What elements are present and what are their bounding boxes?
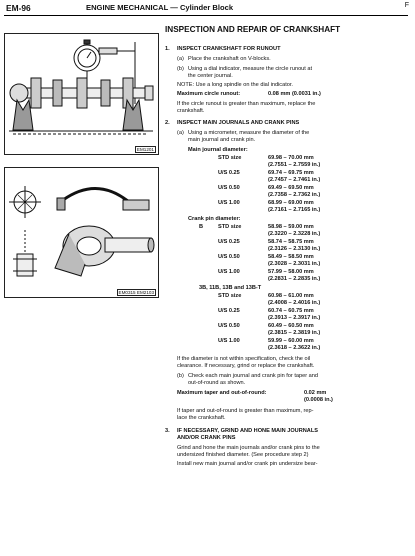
item-tag: (b) [177,373,184,379]
spec-row-label: U/S 1.00 [218,269,240,275]
spec-row-label: U/S 0.25 [218,239,240,245]
corner-mark: F [404,2,409,9]
step-number: 2. [165,120,170,126]
spec-value: 0.02 mm [304,390,327,396]
step-heading: IF NECESSARY, GRIND AND HONE MAIN JOURNALS [177,428,318,434]
spec-row-label: U/S 0.25 [218,170,240,176]
engine-model-label: B [199,224,204,230]
step-text: Check each main journal and crank pin for taper and [188,373,318,379]
spec-row-mm: 69.98 – 70.00 mm [268,155,314,161]
spec-value: 0.08 mm (0.0031 in.) [268,91,321,97]
spec-value: (0.0008 in.) [304,397,333,403]
step-text: Using a micrometer, measure the diameter of the [188,130,310,136]
spec-row-label: U/S 1.00 [218,200,240,206]
spec-row-in: (2.7358 – 2.7362 in.) [268,192,321,198]
step-text: the center journal. [188,73,233,79]
crankshaft-runout-illustration [5,34,158,154]
step-number: 3. [165,428,170,434]
step-number: 1. [165,46,170,52]
item-tag: (b) [177,66,184,72]
spec-row-label: U/S 0.25 [218,308,240,314]
spec-row-in: (2.3913 – 2.3917 in.) [268,315,321,321]
spec-row-label: U/S 0.50 [218,323,240,329]
spec-row-mm: 60.49 – 60.50 mm [268,323,314,329]
spec-row-label: U/S 0.50 [218,185,240,191]
spec-row-mm: 58.49 – 58.50 mm [268,254,314,260]
engine-model-label: 3B, 11B, 13B and 13B-T [199,285,262,291]
step-text: If the circle runout is greater than maximum, replace the [177,101,316,107]
spec-row-label: STD size [218,293,242,299]
spec-row-mm: 59.99 – 60.00 mm [268,338,314,344]
spec-row-label: U/S 0.50 [218,254,240,260]
item-tag: (a) [177,56,184,62]
figure-journal-measurement [4,167,159,298]
step-text: out-of-round as shown. [188,380,246,386]
page-number: EM-96 [6,3,31,13]
figure-tag: EM0315 EM2103 [118,290,154,295]
spec-row-mm: 57.99 – 58.00 mm [268,269,314,275]
step-text: Grind and hone the main journals and/or crank pins to the [177,445,320,451]
header-rule [4,15,408,16]
spec-row-in: (2.7551 – 2.7559 in.) [268,162,321,168]
spec-row-in: (2.3028 – 2.3031 in.) [268,261,321,267]
spec-row-in: (2.7457 – 2.7461 in.) [268,177,321,183]
spec-row-mm: 60.74 – 60.75 mm [268,308,314,314]
step-text: Place the crankshaft on V-blocks. [188,56,271,62]
step-text: main journal and crank pin. [188,137,256,143]
page-title: INSPECTION AND REPAIR OF CRANKSHAFT [165,25,341,34]
spec-row-mm: 68.99 – 69.00 mm [268,200,314,206]
spec-row-in: (2.3815 – 2.3819 in.) [268,330,321,336]
spec-label: Main journal diameter: [188,147,248,153]
step-text: If taper and out-of-round is greater than maximum, rep- [177,408,314,414]
step-heading: INSPECT MAIN JOURNALS AND CRANK PINS [177,120,300,126]
note-text: NOTE: Use a long spindle on the dial indicator. [177,82,293,88]
item-tag: (a) [177,130,184,136]
step-text: clearance. If necessary, grind or replace the crankshaft. [177,363,315,369]
step-heading: INSPECT CRANKSHAFT FOR RUNOUT [177,46,281,52]
step-text: If the diameter is not within specification, check the oil [177,356,311,362]
step-text: undersized finished diameter. (See procedure step 2) [177,452,309,458]
spec-row-mm: 69.74 – 69.75 mm [268,170,314,176]
spec-row-in: (2.3126 – 2.3130 in.) [268,246,321,252]
spec-row-in: (2.2831 – 2.2835 in.) [268,276,321,282]
spec-row-label: U/S 1.00 [218,338,240,344]
spec-label: Maximum taper and out-of-round: [177,390,267,396]
step-text: Using a dial indicator, measure the circle runout at [188,66,313,72]
spec-row-in: (2.3618 – 2.3622 in.) [268,345,321,351]
section-title: ENGINE MECHANICAL — Cylinder Block [86,3,234,12]
spec-row-label: STD size [218,155,242,161]
figure-tag: EM1201 [136,147,154,152]
spec-row-label: STD size [218,224,242,230]
spec-row-mm: 58.98 – 59.00 mm [268,224,314,230]
step-text: Install new main journal and/or crank pin undersize bear- [177,461,318,467]
spec-row-in: (2.3220 – 2.3228 in.) [268,231,321,237]
spec-row-in: (2.7161 – 2.7165 in.) [268,207,321,213]
spec-row-mm: 60.98 – 61.00 mm [268,293,314,299]
spec-label: Maximum circle runout: [177,91,241,97]
spec-row-in: (2.4008 – 2.4016 in.) [268,300,321,306]
figure-crankshaft-runout [4,33,159,155]
spec-row-mm: 58.74 – 58.75 mm [268,239,314,245]
spec-row-mm: 69.49 – 69.50 mm [268,185,314,191]
spec-label: Crank pin diameter: [188,216,241,222]
step-heading: AND/OR CRANK PINS [177,435,236,441]
step-text: crankshaft. [177,108,205,114]
journal-measurement-illustration [5,168,158,297]
step-text: lace the crankshaft. [177,415,226,421]
